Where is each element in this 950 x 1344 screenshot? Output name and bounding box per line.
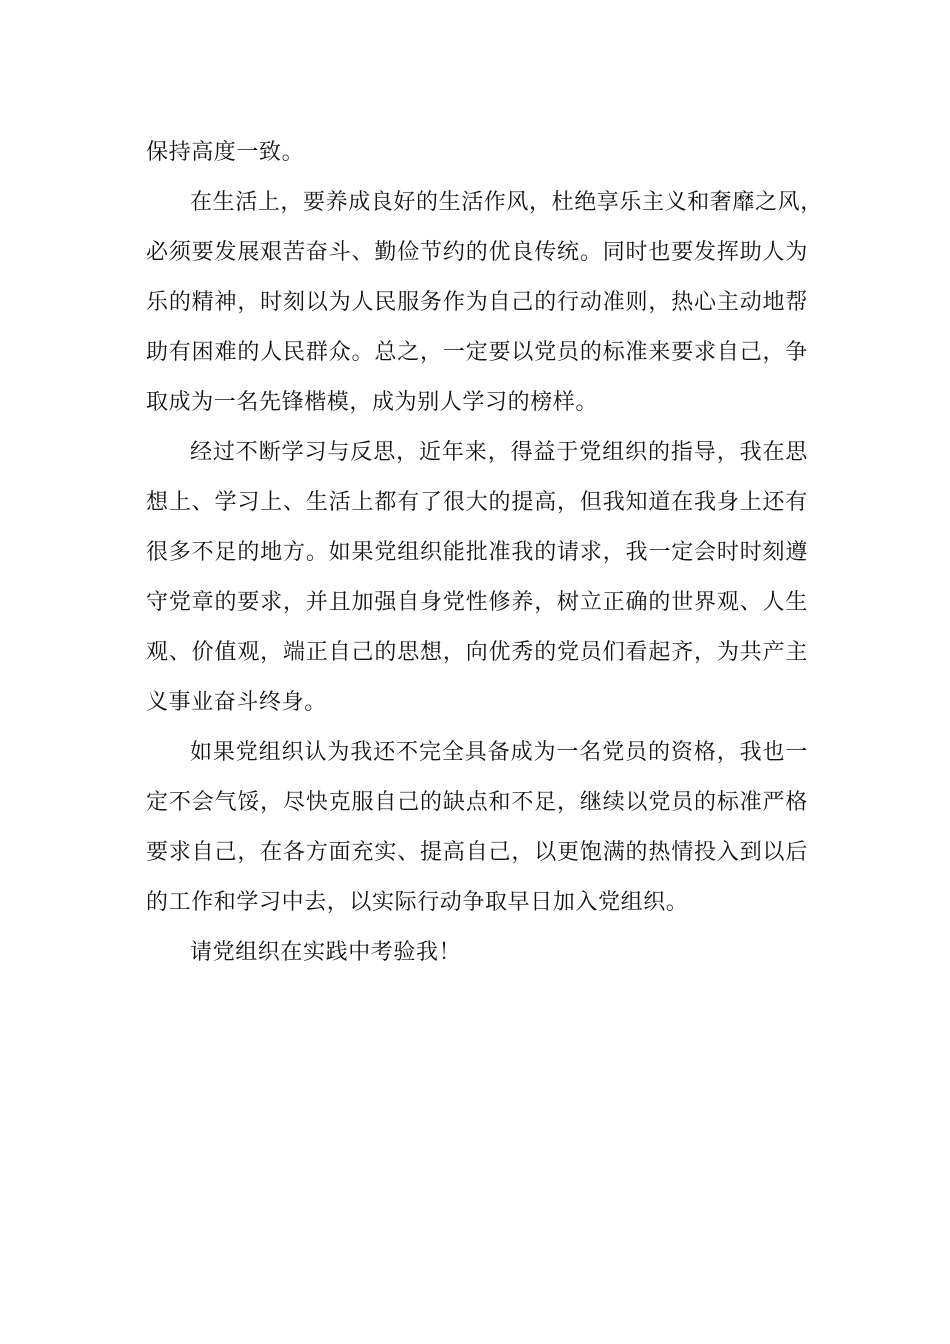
text-line: 经过不断学习与反思，近年来，得益于党组织的指导，我在思	[190, 440, 808, 465]
text-line: 想上、学习上、生活上都有了很大的提高，但我知道在我身上还有	[146, 490, 808, 515]
text-line: 很多不足的地方。如果党组织能批准我的请求，我一定会时时刻遵	[146, 540, 808, 565]
text-line: 义事业奋斗终身。	[146, 690, 327, 715]
text-line: 在生活上，要养成良好的生活作风，杜绝享乐主义和奢靡之风，	[190, 190, 823, 215]
text-line: 守党章的要求，并且加强自身党性修养，树立正确的世界观、人生	[146, 590, 808, 615]
document-body	[146, 128, 823, 978]
text-line: 乐的精神，时刻以为人民服务作为自己的行动准则，热心主动地帮	[146, 290, 808, 315]
text-line: 保持高度一致。	[146, 140, 305, 165]
text-line: 请党组织在实践中考验我！	[190, 940, 462, 965]
text-line: 如果党组织认为我还不完全具备成为一名党员的资格，我也一	[190, 740, 808, 765]
text-line: 要求自己，在各方面充实、提高自己，以更饱满的热情投入到以后	[146, 840, 808, 865]
text-line: 助有困难的人民群众。总之，一定要以党员的标准来要求自己，争	[146, 340, 808, 365]
text-line: 的工作和学习中去，以实际行动争取早日加入党组织。	[146, 890, 689, 915]
text-line: 取成为一名先锋楷模，成为别人学习的榜样。	[146, 390, 599, 415]
text-line: 观、价值观，端正自己的思想，向优秀的党员们看起齐，为共产主	[146, 640, 808, 665]
text-line: 定不会气馁，尽快克服自己的缺点和不足，继续以党员的标准严格	[146, 790, 808, 815]
text-line: 必须要发展艰苦奋斗、勤俭节约的优良传统。同时也要发挥助人为	[146, 240, 808, 265]
